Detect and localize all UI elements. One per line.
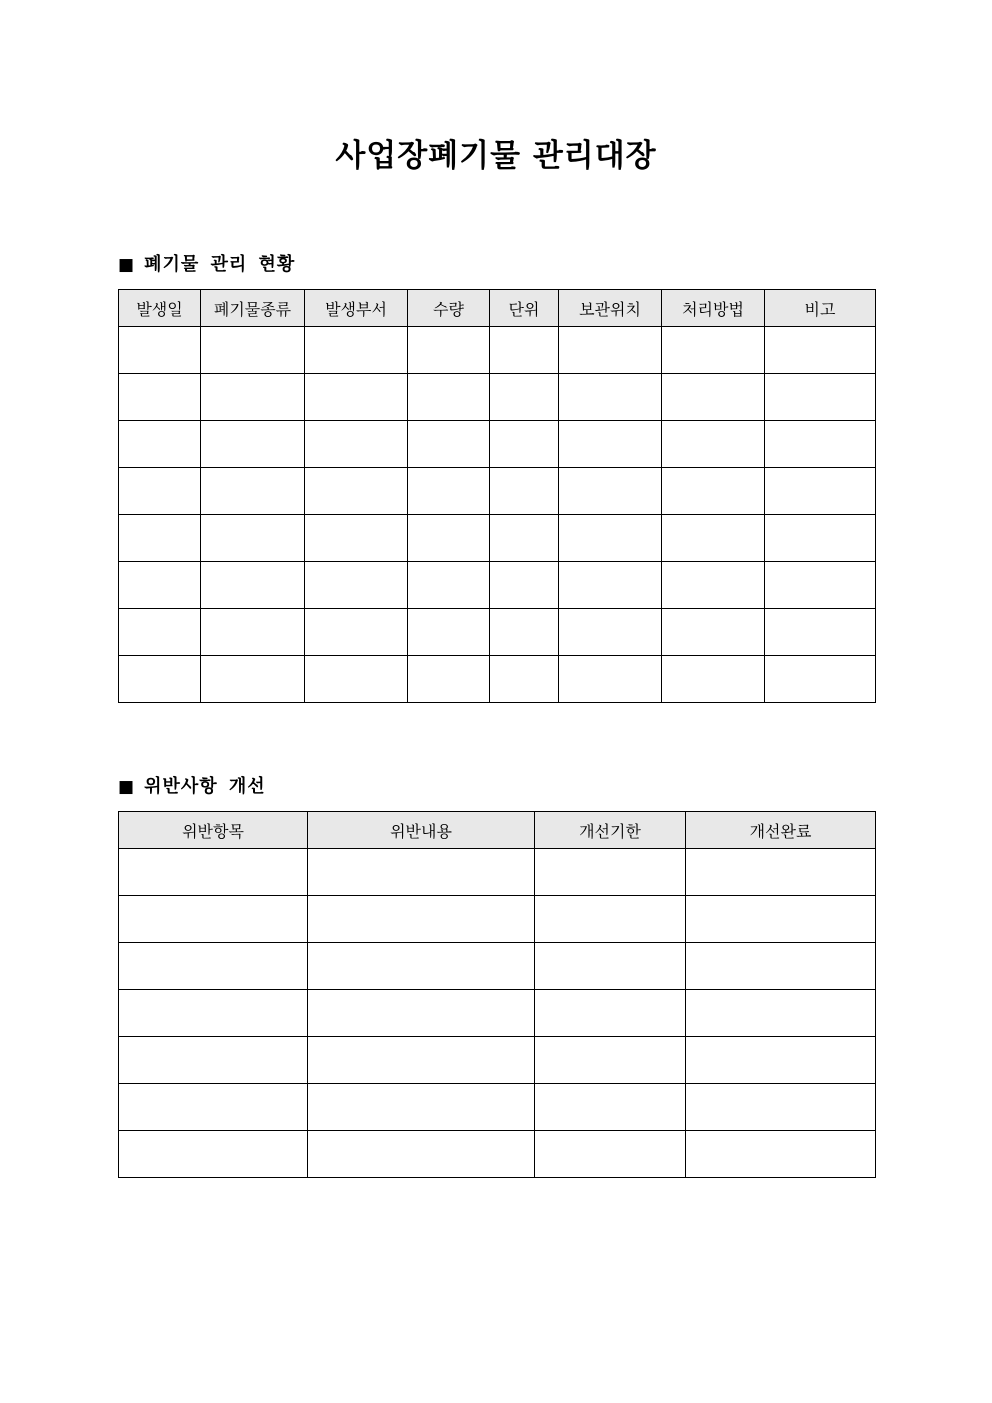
table-row xyxy=(119,327,876,374)
table-cell[interactable] xyxy=(305,374,408,421)
table-cell[interactable] xyxy=(119,421,201,468)
table-row xyxy=(119,562,876,609)
square-bullet-icon: ■ xyxy=(118,777,135,797)
table-cell[interactable] xyxy=(308,896,535,943)
table-cell[interactable] xyxy=(490,609,559,656)
column-header-improvement-completed: 개선완료 xyxy=(686,812,876,849)
table-row xyxy=(119,656,876,703)
violation-improvement-table xyxy=(118,811,876,1178)
table-cell[interactable] xyxy=(559,656,662,703)
column-header-department: 발생부서 xyxy=(305,290,408,327)
table-cell[interactable] xyxy=(535,1131,686,1178)
table-cell[interactable] xyxy=(686,849,876,896)
table-cell[interactable] xyxy=(119,374,201,421)
column-header-remarks: 비고 xyxy=(765,290,876,327)
column-header-waste-type: 폐기물종류 xyxy=(201,290,305,327)
table-cell[interactable] xyxy=(201,468,305,515)
table-cell[interactable] xyxy=(559,421,662,468)
table-cell[interactable] xyxy=(119,468,201,515)
table-cell[interactable] xyxy=(408,515,490,562)
table-cell[interactable] xyxy=(559,562,662,609)
table-row xyxy=(119,896,876,943)
section-heading-label: 폐기물 관리 현황 xyxy=(144,254,296,275)
table-row xyxy=(119,374,876,421)
table-cell[interactable] xyxy=(535,943,686,990)
table-cell[interactable] xyxy=(201,421,305,468)
table-cell[interactable] xyxy=(662,468,765,515)
table-cell[interactable] xyxy=(662,421,765,468)
column-header-quantity: 수량 xyxy=(408,290,490,327)
table-cell[interactable] xyxy=(305,562,408,609)
table-cell[interactable] xyxy=(119,943,308,990)
table-cell[interactable] xyxy=(308,849,535,896)
section-heading-waste-status xyxy=(118,252,295,278)
table-row xyxy=(119,849,876,896)
table-cell[interactable] xyxy=(308,1037,535,1084)
column-header-disposal-method: 처리방법 xyxy=(662,290,765,327)
table-cell[interactable] xyxy=(490,562,559,609)
section-heading-label: 위반사항 개선 xyxy=(144,776,266,797)
table-cell[interactable] xyxy=(765,656,876,703)
table-cell[interactable] xyxy=(490,374,559,421)
table-cell[interactable] xyxy=(201,515,305,562)
table-row xyxy=(119,421,876,468)
table-cell[interactable] xyxy=(201,562,305,609)
table-cell[interactable] xyxy=(119,896,308,943)
table-cell[interactable] xyxy=(119,1084,308,1131)
table-cell[interactable] xyxy=(765,327,876,374)
table-cell[interactable] xyxy=(119,849,308,896)
table-cell[interactable] xyxy=(765,374,876,421)
table-cell[interactable] xyxy=(535,849,686,896)
table-cell[interactable] xyxy=(305,656,408,703)
table-cell[interactable] xyxy=(119,990,308,1037)
table-cell[interactable] xyxy=(662,515,765,562)
section-heading-violation-improvement xyxy=(118,774,266,800)
table-cell[interactable] xyxy=(119,327,201,374)
table-cell[interactable] xyxy=(408,468,490,515)
table-cell[interactable] xyxy=(559,468,662,515)
table-cell[interactable] xyxy=(119,515,201,562)
table-cell[interactable] xyxy=(119,609,201,656)
table-cell[interactable] xyxy=(662,656,765,703)
table-cell[interactable] xyxy=(662,374,765,421)
table-row xyxy=(119,609,876,656)
table-cell[interactable] xyxy=(662,327,765,374)
table-row xyxy=(119,943,876,990)
table-cell[interactable] xyxy=(765,468,876,515)
table-row xyxy=(119,990,876,1037)
table-cell[interactable] xyxy=(765,421,876,468)
table-cell[interactable] xyxy=(119,1037,308,1084)
table-cell[interactable] xyxy=(686,943,876,990)
table-cell[interactable] xyxy=(305,327,408,374)
table-cell[interactable] xyxy=(559,609,662,656)
table-row xyxy=(119,1037,876,1084)
table-cell[interactable] xyxy=(408,656,490,703)
table-cell[interactable] xyxy=(686,896,876,943)
table-cell[interactable] xyxy=(490,515,559,562)
table-cell[interactable] xyxy=(535,1084,686,1131)
table-cell[interactable] xyxy=(201,656,305,703)
table-cell[interactable] xyxy=(686,1084,876,1131)
table-cell[interactable] xyxy=(535,1037,686,1084)
column-header-violation-details: 위반내용 xyxy=(308,812,535,849)
table-cell[interactable] xyxy=(308,1131,535,1178)
table-cell[interactable] xyxy=(535,990,686,1037)
table-cell[interactable] xyxy=(305,421,408,468)
table-cell[interactable] xyxy=(765,609,876,656)
table-cell[interactable] xyxy=(662,609,765,656)
column-header-storage-location: 보관위치 xyxy=(559,290,662,327)
table-cell[interactable] xyxy=(308,1084,535,1131)
table-row xyxy=(119,1131,876,1178)
table-row xyxy=(119,515,876,562)
table-cell[interactable] xyxy=(765,562,876,609)
waste-management-table xyxy=(118,289,876,703)
table-cell[interactable] xyxy=(308,990,535,1037)
column-header-improvement-deadline: 개선기한 xyxy=(535,812,686,849)
table-cell[interactable] xyxy=(305,609,408,656)
table-cell[interactable] xyxy=(559,515,662,562)
table-cell[interactable] xyxy=(305,515,408,562)
table-cell[interactable] xyxy=(201,327,305,374)
table-cell[interactable] xyxy=(490,468,559,515)
column-header-violation-item: 위반항목 xyxy=(119,812,308,849)
table-cell[interactable] xyxy=(490,656,559,703)
table-cell[interactable] xyxy=(119,1131,308,1178)
table-cell[interactable] xyxy=(408,374,490,421)
table-row xyxy=(119,468,876,515)
table-cell[interactable] xyxy=(559,374,662,421)
table-cell[interactable] xyxy=(686,1131,876,1178)
column-header-unit: 단위 xyxy=(490,290,559,327)
table-cell[interactable] xyxy=(559,327,662,374)
table-cell[interactable] xyxy=(201,374,305,421)
table-cell[interactable] xyxy=(662,562,765,609)
table-row xyxy=(119,1084,876,1131)
table-header-row xyxy=(119,812,876,849)
table-cell[interactable] xyxy=(408,609,490,656)
table-cell[interactable] xyxy=(201,609,305,656)
table-cell[interactable] xyxy=(686,990,876,1037)
page-title: 사업장폐기물 관리대장 xyxy=(335,138,657,174)
table-cell[interactable] xyxy=(490,421,559,468)
table-cell[interactable] xyxy=(119,656,201,703)
table-cell[interactable] xyxy=(408,421,490,468)
table-cell[interactable] xyxy=(408,562,490,609)
table-cell[interactable] xyxy=(408,327,490,374)
table-cell[interactable] xyxy=(305,468,408,515)
table-cell[interactable] xyxy=(308,943,535,990)
square-bullet-icon: ■ xyxy=(118,255,135,275)
column-header-date: 발생일 xyxy=(119,290,201,327)
table-cell[interactable] xyxy=(765,515,876,562)
table-cell[interactable] xyxy=(686,1037,876,1084)
table-cell[interactable] xyxy=(119,562,201,609)
table-header-row xyxy=(119,290,876,327)
table-cell[interactable] xyxy=(490,327,559,374)
table-cell[interactable] xyxy=(535,896,686,943)
